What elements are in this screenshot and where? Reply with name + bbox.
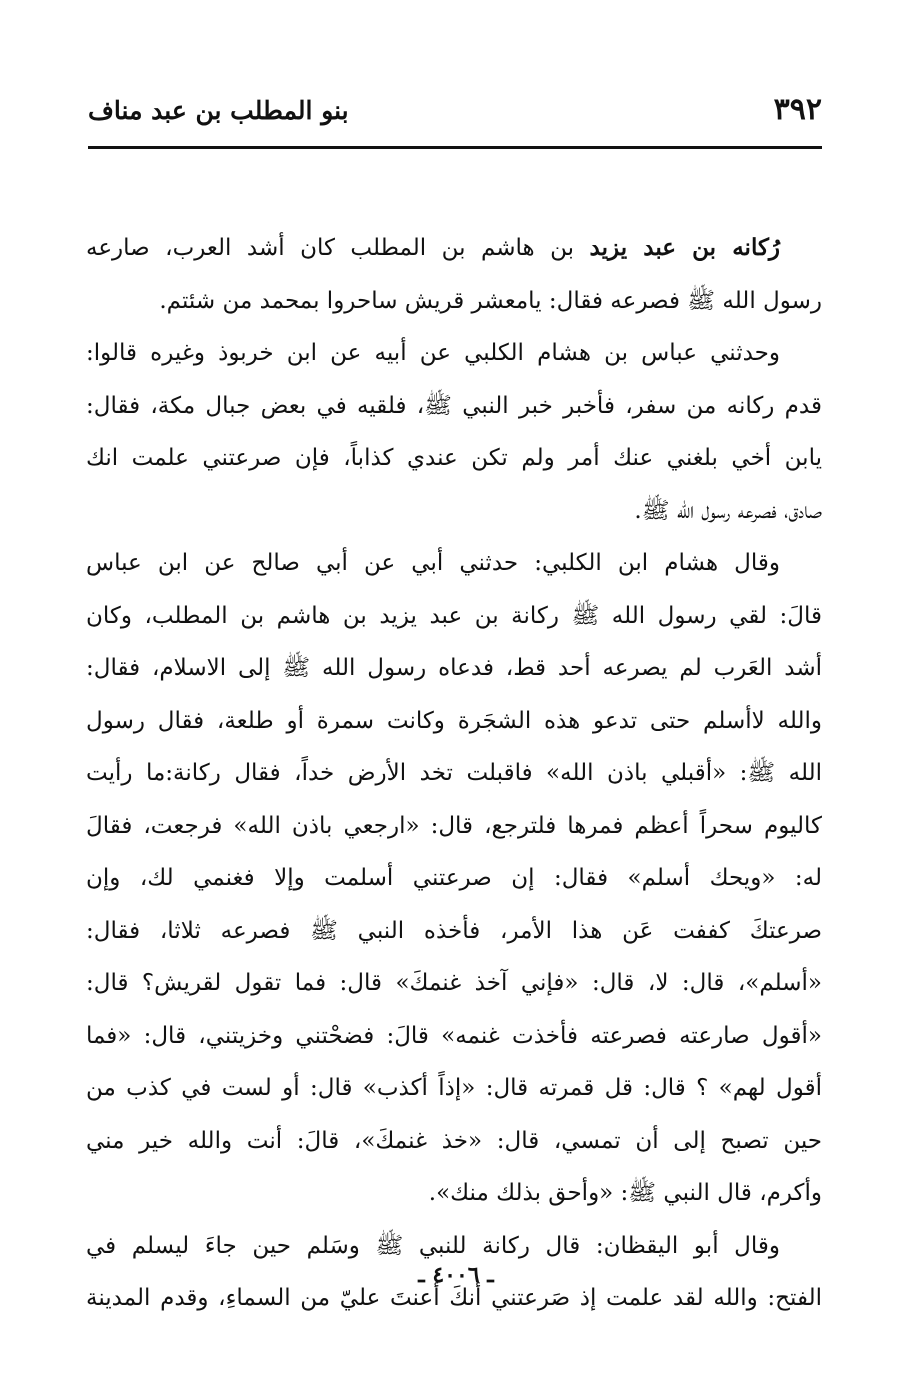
running-header: [88, 92, 822, 140]
line-text: الله ﷺ: «أقبلي باذن الله» فاقبلت تخد الأرض خداً، فقال ركانة:ما رأيت: [86, 760, 822, 786]
footer-page-label: ـ ٤٠٠٦ ـ: [418, 1262, 494, 1288]
line-text: «أسلم»، قال: لا، قال: «فإني آخذ غنمكَ» قال: فما تقول لقريش؟ قال:: [86, 970, 822, 996]
line-text: «أقول صارعته فصرعته فأخذت غنمه» قالَ: فضحْتني وخزيتني، قال: «فما: [86, 1022, 822, 1049]
body-text: [86, 222, 822, 1325]
text-line: [86, 537, 822, 590]
text-line: [86, 590, 822, 643]
text-line: [86, 222, 822, 275]
text-line: [86, 432, 822, 485]
text-line: [86, 957, 822, 1010]
text-line: [86, 1010, 822, 1063]
line-text: أشد العَرب لم يصرعه أحد قط، فدعاه رسول الله ﷺ إلى الاسلام، فقال:: [86, 655, 822, 681]
line-text: والله لاأسلم حتى تدعو هذه الشجَرة وكانت سمرة أو طلعة، فقال رسول: [86, 707, 822, 734]
text-line: [86, 695, 822, 748]
text-line: [86, 1115, 822, 1168]
line-text: وقال هشام ابن الكلبي: حدثني أبي عن أبي صالح عن ابن عباس: [86, 550, 781, 576]
header-divider: [88, 146, 822, 149]
line-text: قالَ: لقي رسول الله ﷺ ركانة بن عبد يزيد بن هاشم بن المطلب، وكان: [86, 602, 822, 629]
text-line: [86, 1062, 822, 1115]
line-text: قدم ركانه من سفر، فأخبر خبر النبي ﷺ، فلقيه في بعض جبال مكة، فقال:: [86, 392, 822, 419]
line-text: له: «ويحك أسلم» فقال: إن صرعتني أسلمت وإلا فغنمي لك، وإن: [86, 865, 822, 891]
text-line: [86, 275, 822, 328]
text-line: [86, 852, 822, 905]
text-line: [86, 327, 822, 380]
line-text: يابن أخي بلغني عنك أمر ولم تكن عندي كذاباً، فإن صرعتني علمت انك: [86, 445, 822, 471]
header-title: بنو المطلب بن عبد مناف: [88, 96, 349, 125]
text-line: [86, 905, 822, 958]
line-text: صرعتكَ كففت عَن هذا الأمر، فأخذه النبي ﷺ فصرعه ثلاثا، فقال:: [86, 917, 822, 944]
text-line: [86, 800, 822, 853]
line-text: صادق، فصرعه رسول الله ﷺ.: [634, 497, 822, 524]
text-line: [86, 485, 822, 538]
line-text: وحدثني عباس بن هشام الكلبي عن أبيه عن ابن خربوذ وغيره قالوا:: [86, 340, 780, 366]
page-number: ٣٩٢: [773, 92, 822, 127]
line-text: بن هاشم بن المطلب كان أشد العرب، صارعه: [86, 235, 590, 261]
entry-name: رُكانه بن عبد يزيد: [589, 234, 781, 261]
line-text: كاليوم سحراً أعظم فمرها فلترجع، قال: «ارجعي باذن الله» فرجعت، فقالَ: [86, 812, 822, 839]
text-line: [86, 642, 822, 695]
line-text: وقال أبو اليقظان: قال ركانة للنبي ﷺ وسَلم حين جاءَ ليسلم في: [86, 1232, 780, 1259]
text-line: [86, 380, 822, 433]
line-text: رسول الله ﷺ فصرعه فقال: يامعشر قريش ساحروا بمحمد من شئتم.: [159, 287, 822, 314]
line-text: أقول لهم» ؟ قال: قل قمرته قال: «إذاً أكذب» قال: أو لست في كذب من: [86, 1075, 822, 1101]
line-text: وأكرم، قال النبي ﷺ: «وأحق بذلك منك».: [428, 1180, 822, 1206]
text-line: [86, 747, 822, 800]
line-text: حين تصبح إلى أن تمسي، قال: «خذ غنمكَ»، قالَ: أنت والله خير مني: [86, 1127, 822, 1154]
line-text: الفتح: والله لقد علمت إذ صَرعتني أنكَ أعنتَ عليّ من السماءِ، وقدم المدينة: [86, 1285, 822, 1311]
text-line: [86, 1167, 822, 1220]
